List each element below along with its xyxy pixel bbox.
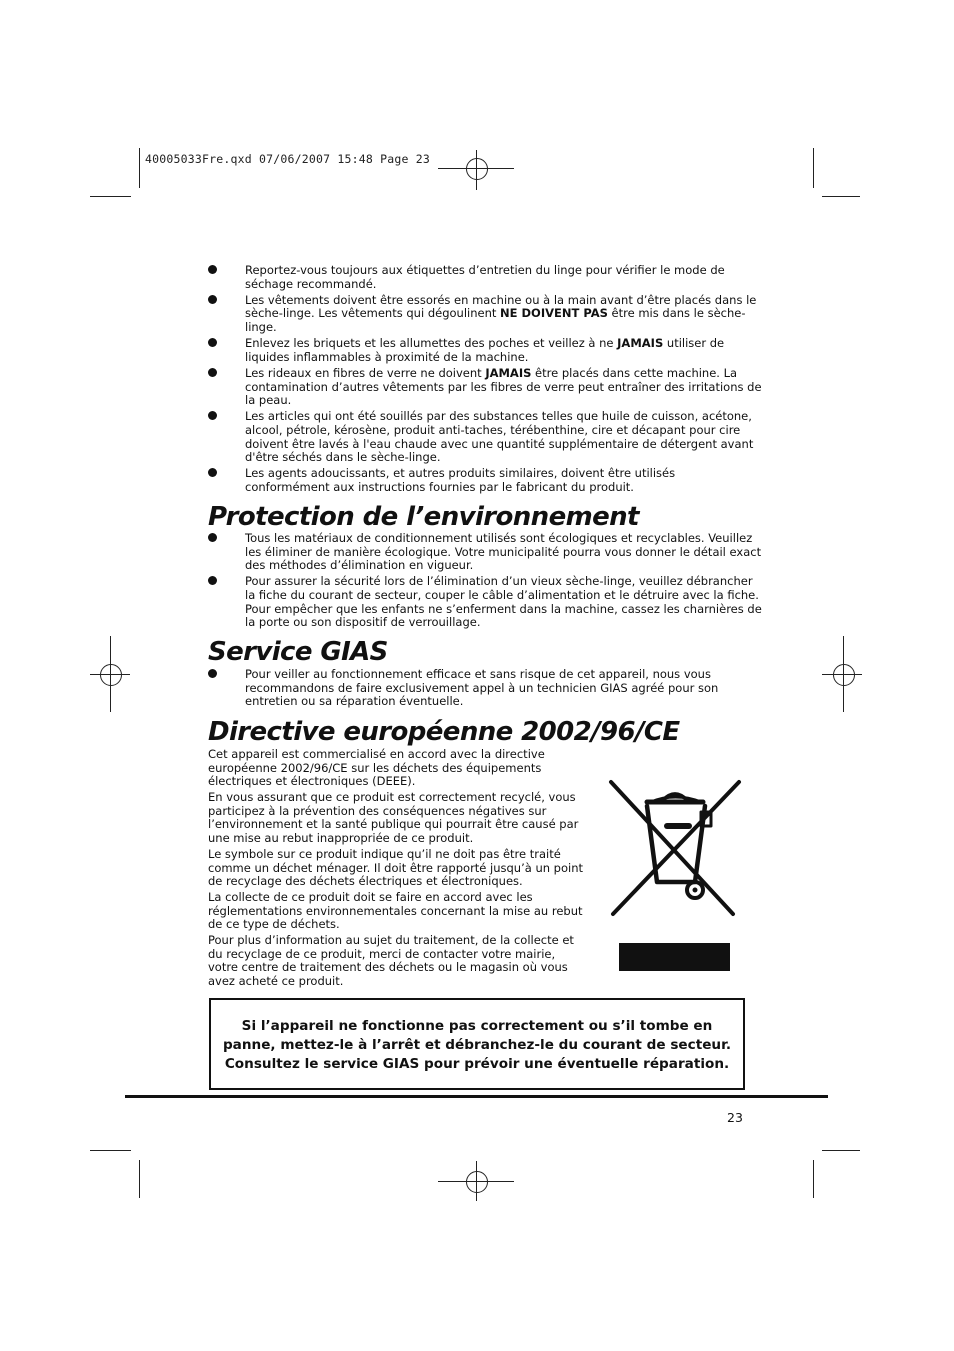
bullet-dot-icon (208, 295, 217, 304)
directive-paragraph: Le symbole sur ce produit indique qu’il ne doit pas être traité comme un déchet ménager. Il doit être rapporté jusqu’à un point de recyclage des déchets électriques et électroniques. (208, 846, 584, 889)
directive-text (208, 748, 588, 991)
service-bullet-list (208, 668, 763, 711)
directive-paragraph: Pour plus d’information au sujet du traitement, de la collecte et du recyclage de ce produit, merci de contacter votre mairie, votre centre de traitement des déchets ou le magasin où vous avez acheté ce produit. (208, 933, 574, 989)
bullet-text: Tous les matériaux de conditionnement utilisés sont écologiques et recyclables. Veuillez les éliminer de manière écologique. Votre municipalité pourra vous donner le détail exact des méthodes d’élimination en vigueur. (245, 531, 762, 573)
bullet-emphasis: JAMAIS (485, 365, 532, 380)
directive-paragraph: Cet appareil est commercialisé en accord avec la directive européenne 2002/96/CE sur les déchets des équipements électriques et électroniques (DEEE). (208, 747, 545, 789)
environment-heading: Protection de l’environnement (208, 502, 639, 532)
bullet-item (208, 264, 763, 291)
bullet-item (208, 467, 763, 494)
bullet-emphasis: JAMAIS (617, 336, 664, 351)
weee-black-bar (619, 943, 730, 971)
environment-bullet-list (208, 532, 763, 632)
bullet-text: être mis dans le sèche-linge. (245, 306, 746, 334)
bullet-item (208, 532, 763, 573)
bullet-text: Pour assurer la sécurité lors de l’élimination d’un vieux sèche-linge, veuillez débrancher la fiche du courant de secteur, couper le câble d’alimentation et le détruire avec la fiche. Pour empêcher que les enfants ne s’enferment dans la machine, cassez les charnières de la porte ou son dispositif de verrouillage. (245, 574, 762, 630)
bullet-item (208, 575, 763, 629)
bullet-item (208, 337, 763, 364)
bullet-text: Les agents adoucissants, et autres produits similaires, doivent être utilisés conformément aux instructions fournies par le fabricant du produit. (245, 466, 676, 494)
bullet-dot-icon (208, 411, 217, 420)
bullet-item (208, 668, 763, 709)
footer-rule (125, 1095, 828, 1098)
bullet-text: Reportez-vous toujours aux étiquettes d’entretien du linge pour vérifier le mode de séchage recommandé. (245, 263, 725, 291)
directive-paragraph: La collecte de ce produit doit se faire en accord avec les réglementations environnementales concernant la mise au rebut de ce type de déchets. (208, 890, 583, 932)
directive-paragraph: En vous assurant que ce produit est correctement recyclé, vous participez à la prévention des conséquences négatives sur l’environnement et la santé publique qui pourrait être causé par une mise au rebut inappropriée de ce produit. (208, 790, 579, 845)
bullet-dot-icon (208, 669, 217, 678)
bullet-item (208, 410, 763, 464)
bullet-dot-icon (208, 368, 217, 377)
bullet-item (208, 367, 763, 408)
print-slug: 40005033Fre.qxd 07/06/2007 15:48 Page 23 (145, 152, 430, 166)
directive-heading: Directive européenne 2002/96/CE (208, 717, 680, 747)
bullet-dot-icon (208, 265, 217, 274)
crossed-out-wheelie-bin-icon (607, 778, 743, 918)
bullet-dot-icon (208, 533, 217, 542)
service-heading: Service GIAS (208, 637, 388, 667)
bullet-text: utiliser de liquides inflammables à proximité de la machine. (245, 336, 725, 364)
bullet-dot-icon (208, 468, 217, 477)
care-bullet-list (208, 264, 763, 497)
bullet-text: Les rideaux en fibres de verre ne doivent (245, 365, 486, 380)
repair-notice-text: Si l’appareil ne fonctionne pas correctement ou s’il tombe en panne, mettez-le à l’arrêt et débranchez-le du courant de secteur. Consultez le service GIAS pour prévoir une éventuelle réparation. (222, 1018, 732, 1072)
page-number: 23 (727, 1110, 743, 1125)
repair-notice-box (209, 998, 745, 1090)
bullet-text: être placés dans cette machine. La contamination d’autres vêtements par les fibres de verre peut entraîner des irritations de la peau. (245, 365, 762, 408)
bullet-text: Pour veiller au fonctionnement efficace et sans risque de cet appareil, nous vous recommandons de faire exclusivement appel à un technicien GIAS agréé pour son entretien ou sa réparation éventuelle. (245, 667, 719, 709)
bullet-text: Les articles qui ont été souillés par des substances telles que huile de cuisson, acétone, alcool, pétrole, kérosène, produit anti-taches, térébenthine, cire et décapant pour cire doivent être lavés à l'eau chaude avec une quantité supplémentaire de détergent avant d'être séchés dans le sèche-linge. (245, 409, 754, 465)
bullet-text: Enlevez les briquets et les allumettes des poches et veillez à ne (245, 336, 618, 351)
bullet-item (208, 294, 763, 335)
bullet-dot-icon (208, 576, 217, 585)
bullet-dot-icon (208, 338, 217, 347)
bullet-emphasis: NE DOIVENT PAS (500, 306, 608, 321)
bullet-text: Les vêtements doivent être essorés en machine ou à la main avant d’être placés dans le sèche-linge. Les vêtements qui dégoulinent (245, 292, 757, 321)
